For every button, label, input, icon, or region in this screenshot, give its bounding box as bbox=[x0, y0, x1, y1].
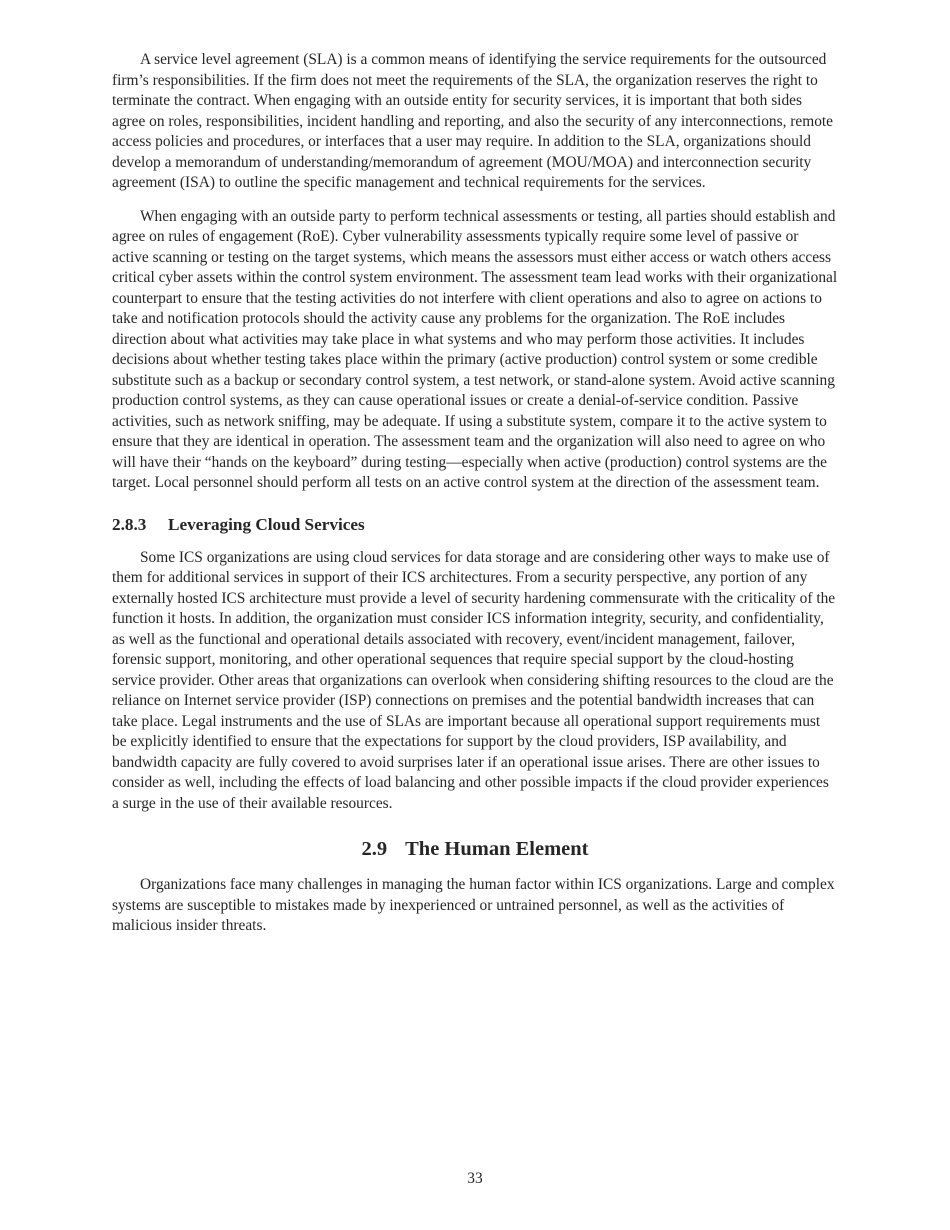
subsection-number: 2.8.3 bbox=[112, 514, 147, 534]
paragraph-sla: A service level agreement (SLA) is a common means of identifying the service requirements for the outsourced firm’s responsibilities. If the firm does not meet the requirements of the SLA, the organization reserves the right to terminate the contract. When engaging with an outside entity for security services, it is important that both sides agree on roles, responsibilities, incident handling and reporting, and also the security of any interconnections, remote access policies and procedures, or interfaces that a user may require. In addition to the SLA, organizations should develop a memorandum of understanding/memorandum of agreement (MOU/MOA) and interconnection security agreement (ISA) to outline the specific management and technical requirements for the services. bbox=[112, 51, 834, 191]
page-number: 33 bbox=[467, 1170, 483, 1187]
section-number: 2.9 bbox=[361, 838, 388, 860]
section-title: The Human Element bbox=[405, 838, 589, 860]
page-content bbox=[112, 50, 838, 950]
subsection-heading bbox=[112, 514, 838, 536]
subsection-title: Leveraging Cloud Services bbox=[168, 514, 365, 534]
paragraph-rules-of-engagement: When engaging with an outside party to perform technical assessments or testing, all parties should establish and agree on rules of engagement (RoE). Cyber vulnerability assessments typically require some level of passive or active scanning or testing on the target systems, which means the assessors must either access or watch others access critical cyber assets within the control system environment. The assessment team lead works with their organizational counterpart to ensure that the testing activities do not interfere with client operations and also to agree on actions to take and notification protocols should the activity cause any problems for the organization. The RoE includes direction about what activities may take place in what systems and who may perform those activities. It includes decisions about whether testing takes place within the primary (active production) control system or some credible substitute such as a backup or secondary control system, a test network, or stand-alone system. Avoid active scanning production control systems, as they can cause operational issues or create a denial-of-service condition. Passive activities, such as network sniffing, may be adequate. If using a substitute system, compare it to the active system to ensure that they are identical in operation. The assessment team and the organization will also need to agree on who will have their “hands on the keyboard” during testing—especially when active (production) control systems are the target. Local personnel should perform all tests on an active control system at the direction of the assessment team. bbox=[112, 207, 838, 491]
paragraph-human-element: Organizations face many challenges in managing the human factor within ICS organizations. Large and complex systems are susceptible to mistakes made by inexperienced or untrained personnel, as well as the activities of malicious insider threats. bbox=[112, 876, 835, 934]
paragraph-cloud-services: Some ICS organizations are using cloud services for data storage and are considering other ways to make use of them for additional services in support of their ICS architectures. From a security perspective, any portion of any externally hosted ICS architecture must provide a level of security hardening commensurate with the criticality of the function it hosts. In addition, the organization must consider ICS information integrity, security, and confidentiality, as well as the functional and operational details associated with recovery, event/incident management, failover, forensic support, monitoring, and other operational sequences that require special support by the cloud-hosting service provider. Other areas that organizations can overlook when considering shifting resources to the cloud are the reliance on Internet service provider (ISP) connections on premises and the potential bandwidth increases that can take place. Legal instruments and the use of SLAs are important because all operational support requirements must be explicitly identified to ensure that the expectations for support by the cloud providers, ISP availability, and bandwidth capacity are fully covered to avoid surprises later if an operational issue arises. There are other issues to consider as well, including the effects of load balancing and other possible impacts if the cloud provider experiences a surge in the use of their available resources. bbox=[112, 548, 836, 812]
section-heading bbox=[112, 836, 838, 862]
